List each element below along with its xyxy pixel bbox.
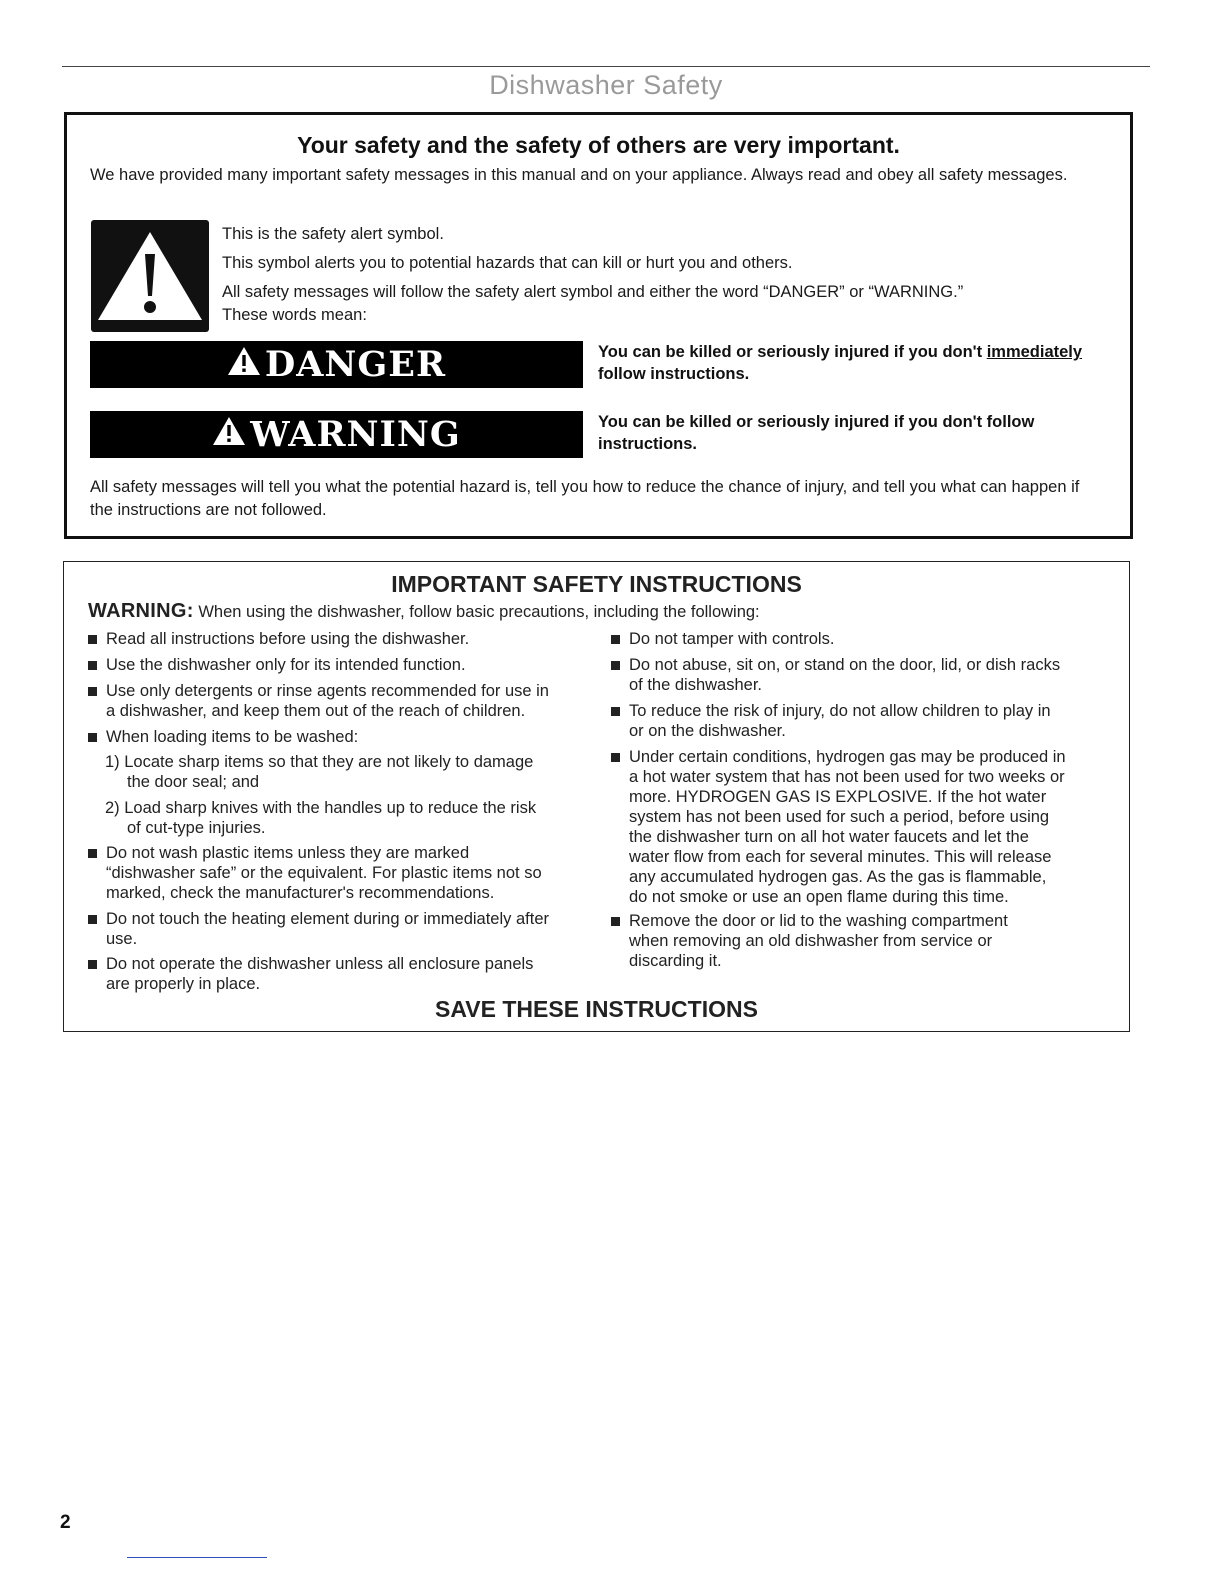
safety-heading: Your safety and the safety of others are very important. [297,132,900,158]
danger-signal-bar [90,341,583,388]
safety-messages-box [64,112,1133,539]
symbol-line: These words mean: [222,306,367,324]
page-number: 2 [60,1512,71,1533]
danger-text: follow instructions. [598,365,750,383]
warning-text: When using the dishwasher, follow basic precautions, including the following: [193,603,760,621]
instructions-heading: IMPORTANT SAFETY INSTRUCTIONS [391,571,802,597]
bullet-icon [611,635,620,644]
important-safety-instructions-box: IMPORTANT SAFETY INSTRUCTIONS WARNING: When using the dishwasher, follow basic precautions, including the following: Read all instructions before using the dishwasher. Use the dishwasher only for its intended function. Use only detergents or rinse agents recommended for use in a dishwasher, and keep them out of the reach of children. When loading items to be washed: 1) Locate sharp items so that they are not likely to damage the door seal; and 2) Load sharp knives with the handles up to reduce the risk of cut-type injuries. Do not wash plastic items unless they are marked “dishwasher safe” or the equivalent. For plastic items not so marked, check the manufacturer's recommendations. Do not touch the heating element during or immediately after use. Do not operate the dishwasher unless all enclosure panels are properly in place. Do not tamper with controls. Do not abuse, sit on, or stand on the door, lid, or dish racks of the dishwasher. To reduce the risk of injury, do not allow children to play in or on the dishwasher. Under certain conditions, hydrogen gas may be produced in a hot water system that has not been used for two weeks or more. HYDROGEN GAS IS EXPLOSIVE. If the hot water system has not been used for such a period, before using the dishwasher turn on all hot water faucets and let the water flow from each for several minutes. This will release any accumulated hydrogen gas. As the gas is flammable, do not smoke or use an open flame during this time. Remove the door or lid to the washing compartment when removing an old dishwasher from service or discarding it. SAVE THESE INSTRUCTIONS [63,561,1130,1032]
warning-triangle-icon [212,414,246,455]
safety-alert-symbol-icon [91,220,209,332]
bullet-icon [611,661,620,670]
warning-signal-bar [90,411,583,458]
instructions-warning [88,600,760,623]
bullet-icon [88,687,97,696]
bullet-icon [88,915,97,924]
warning-label: WARNING [250,414,461,455]
bullet-icon [611,707,620,716]
danger-label: DANGER [264,344,447,385]
danger-description [598,341,1123,385]
bullet-icon [611,917,620,926]
symbol-line: This is the safety alert symbol. [222,225,444,243]
bullet-icon [611,753,620,762]
bullet-icon [88,635,97,644]
sub-list-item: of cut-type injuries. [127,819,266,837]
safety-intro: We have provided many important safety messages in this manual and on your appliance. Always read and obey all safety messages. [90,166,1068,184]
sub-list-item: the door seal; and [127,773,260,791]
warning-word: WARNING: [88,600,194,622]
section-title: Dishwasher Safety [489,70,723,100]
top-rule [62,66,1150,67]
warning-triangle-icon [227,344,261,385]
symbol-line: This symbol alerts you to potential hazards that can kill or hurt you and others. [222,254,793,272]
sub-list-item: 2) Load sharp knives with the handles up to reduce the risk [105,799,537,817]
warning-description: You can be killed or seriously injured if you don't follow instructions. [598,413,1035,453]
sub-list-item: 1) Locate sharp items so that they are not likely to damage [105,753,534,771]
bullet-icon [88,849,97,858]
safety-footer: All safety messages will tell you what the potential hazard is, tell you how to reduce the chance of injury, and tell you what can happen if the instructions are not followed. [90,478,1080,519]
bullet-icon [88,733,97,742]
save-instructions-footer: SAVE THESE INSTRUCTIONS [435,996,758,1022]
danger-text-emphasis: immediately [986,343,1083,361]
danger-text: You can be killed or seriously injured if you don't [598,343,987,361]
bullet-icon [88,661,97,670]
symbol-line: All safety messages will follow the safety alert symbol and either the word “DANGER” or “WARNING.” [222,283,964,301]
bullet-icon [88,960,97,969]
link-underline [127,1557,267,1558]
